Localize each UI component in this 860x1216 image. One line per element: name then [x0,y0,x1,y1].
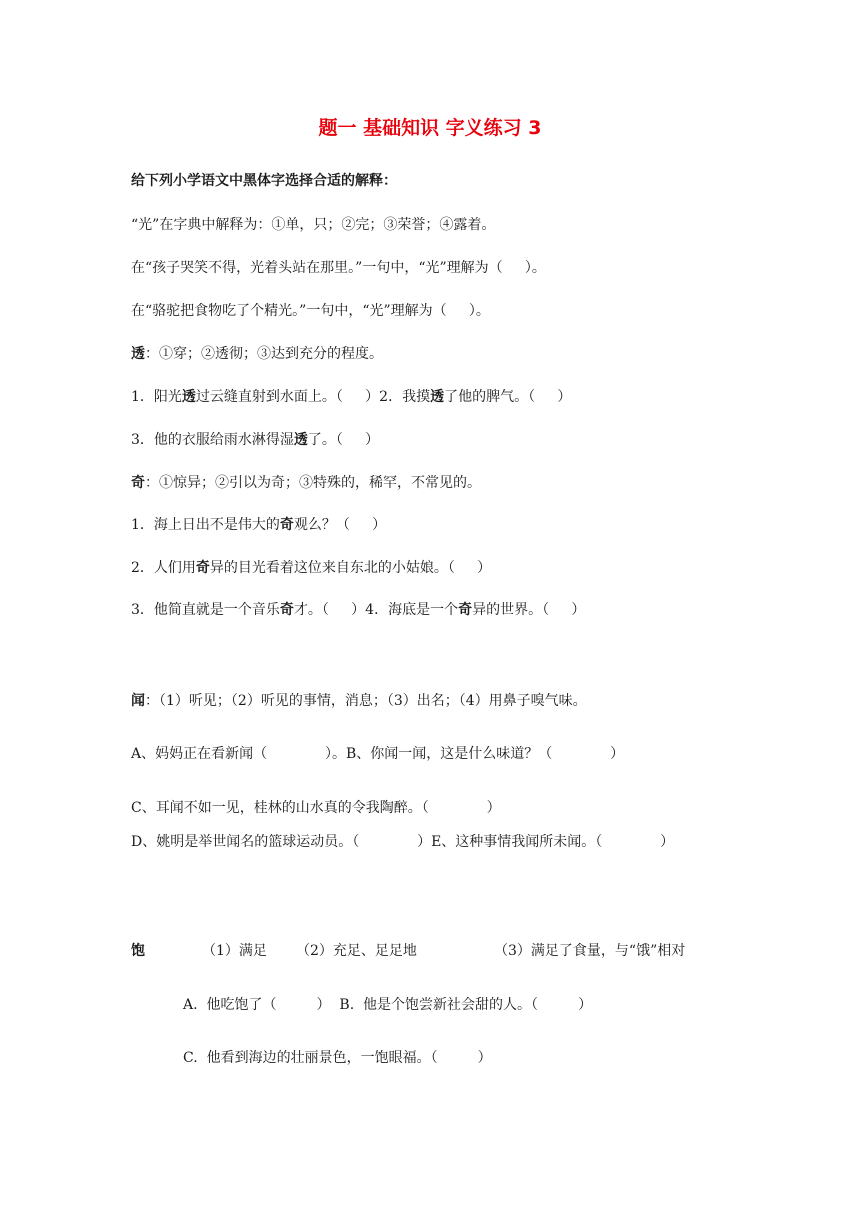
bao-definition-1: （1）满足 [202,943,267,959]
text-segment: 观么？（ ） [293,517,387,533]
instruction: 给下列小学语文中黑体字选择合适的解释： [131,173,397,189]
keyword: 奇 [195,560,210,576]
tou-question-3 [131,431,379,449]
text-segment: 2．人们用 [131,560,196,576]
bao-definition-2: （2）充足、足足地 [296,943,417,959]
keyword: 奇 [458,602,473,618]
text-segment: 才。（ ）4．海底是一个 [293,602,459,618]
bao-question-a-b: A. 他吃饱了（ ） B. 他是个饱尝新社会甜的人。（ ） [183,997,593,1013]
guang-question-2: 在“骆驼把食物吃了个精光。”一句中，“光”理解为（ ）。 [131,303,490,319]
page-title: 题一 基础知识 字义练习 3 [318,117,542,139]
text-segment: 3．他的衣服给雨水淋得湿 [131,432,294,448]
tou-definition-line [131,345,383,363]
text-segment: 3．他简直就是一个音乐 [131,602,280,618]
qi-char: 奇 [131,475,145,491]
bao-definition-3: （3）满足了食量，与“饿”相对 [494,943,686,959]
guang-definition: “光”在字典中解释为：①单，只；②完；③荣誉；④露着。 [131,217,496,233]
keyword: 透 [181,389,196,405]
text-segment: 异的世界。（ ） [472,602,586,618]
bao-char: 饱 [131,943,145,959]
guang-question-1: 在“孩子哭笑不得，光着头站在那里。”一句中，“光”理解为（ ）。 [131,260,546,276]
keyword: 透 [293,432,308,448]
tou-char: 透 [131,346,145,362]
wen-char: 闻 [131,693,145,709]
bao-question-c: C. 他看到海边的壮丽景色，一饱眼福。（ ） [183,1050,492,1066]
keyword: 奇 [279,602,294,618]
qi-definition-line [131,474,481,492]
text-segment: 1．海上日出不是伟大的 [131,517,280,533]
wen-definition: ：（1）听见；（2）听见的事情，消息；（3）出名；（4）用鼻子嗅气味。 [145,693,587,709]
wen-question-d-e: D、姚明是举世闻名的篮球运动员。（ ）E、这种事情我闻所未闻。（ ） [131,834,675,850]
tou-definition: ：①穿；②透彻；③达到充分的程度。 [145,346,383,362]
qi-question-3 [131,601,585,619]
wen-question-c: C、耳闻不如一见，桂林的山水真的令我陶醉。（ ） [131,800,501,816]
wen-question-a-b: A、妈妈正在看新闻（ ）。B、你闻一闻，这是什么味道？（ ） [131,746,625,762]
text-segment: 异的目光看着这位来自东北的小姑娘。（ ） [209,560,492,576]
wen-definition-line [131,692,587,710]
qi-definition: ：①惊异；②引以为奇；③特殊的，稀罕，不常见的。 [145,475,481,491]
text-segment: 过云缝直射到水面上。（ ）2．我摸 [195,389,431,405]
tou-question-1 [131,388,571,406]
text-segment: 1．阳光 [131,389,182,405]
text-segment: 了他的脾气。（ ） [444,389,572,405]
keyword: 奇 [279,517,294,533]
keyword: 透 [430,389,445,405]
qi-question-1 [131,516,386,534]
text-segment: 了。（ ） [307,432,380,448]
qi-question-2 [131,559,491,577]
